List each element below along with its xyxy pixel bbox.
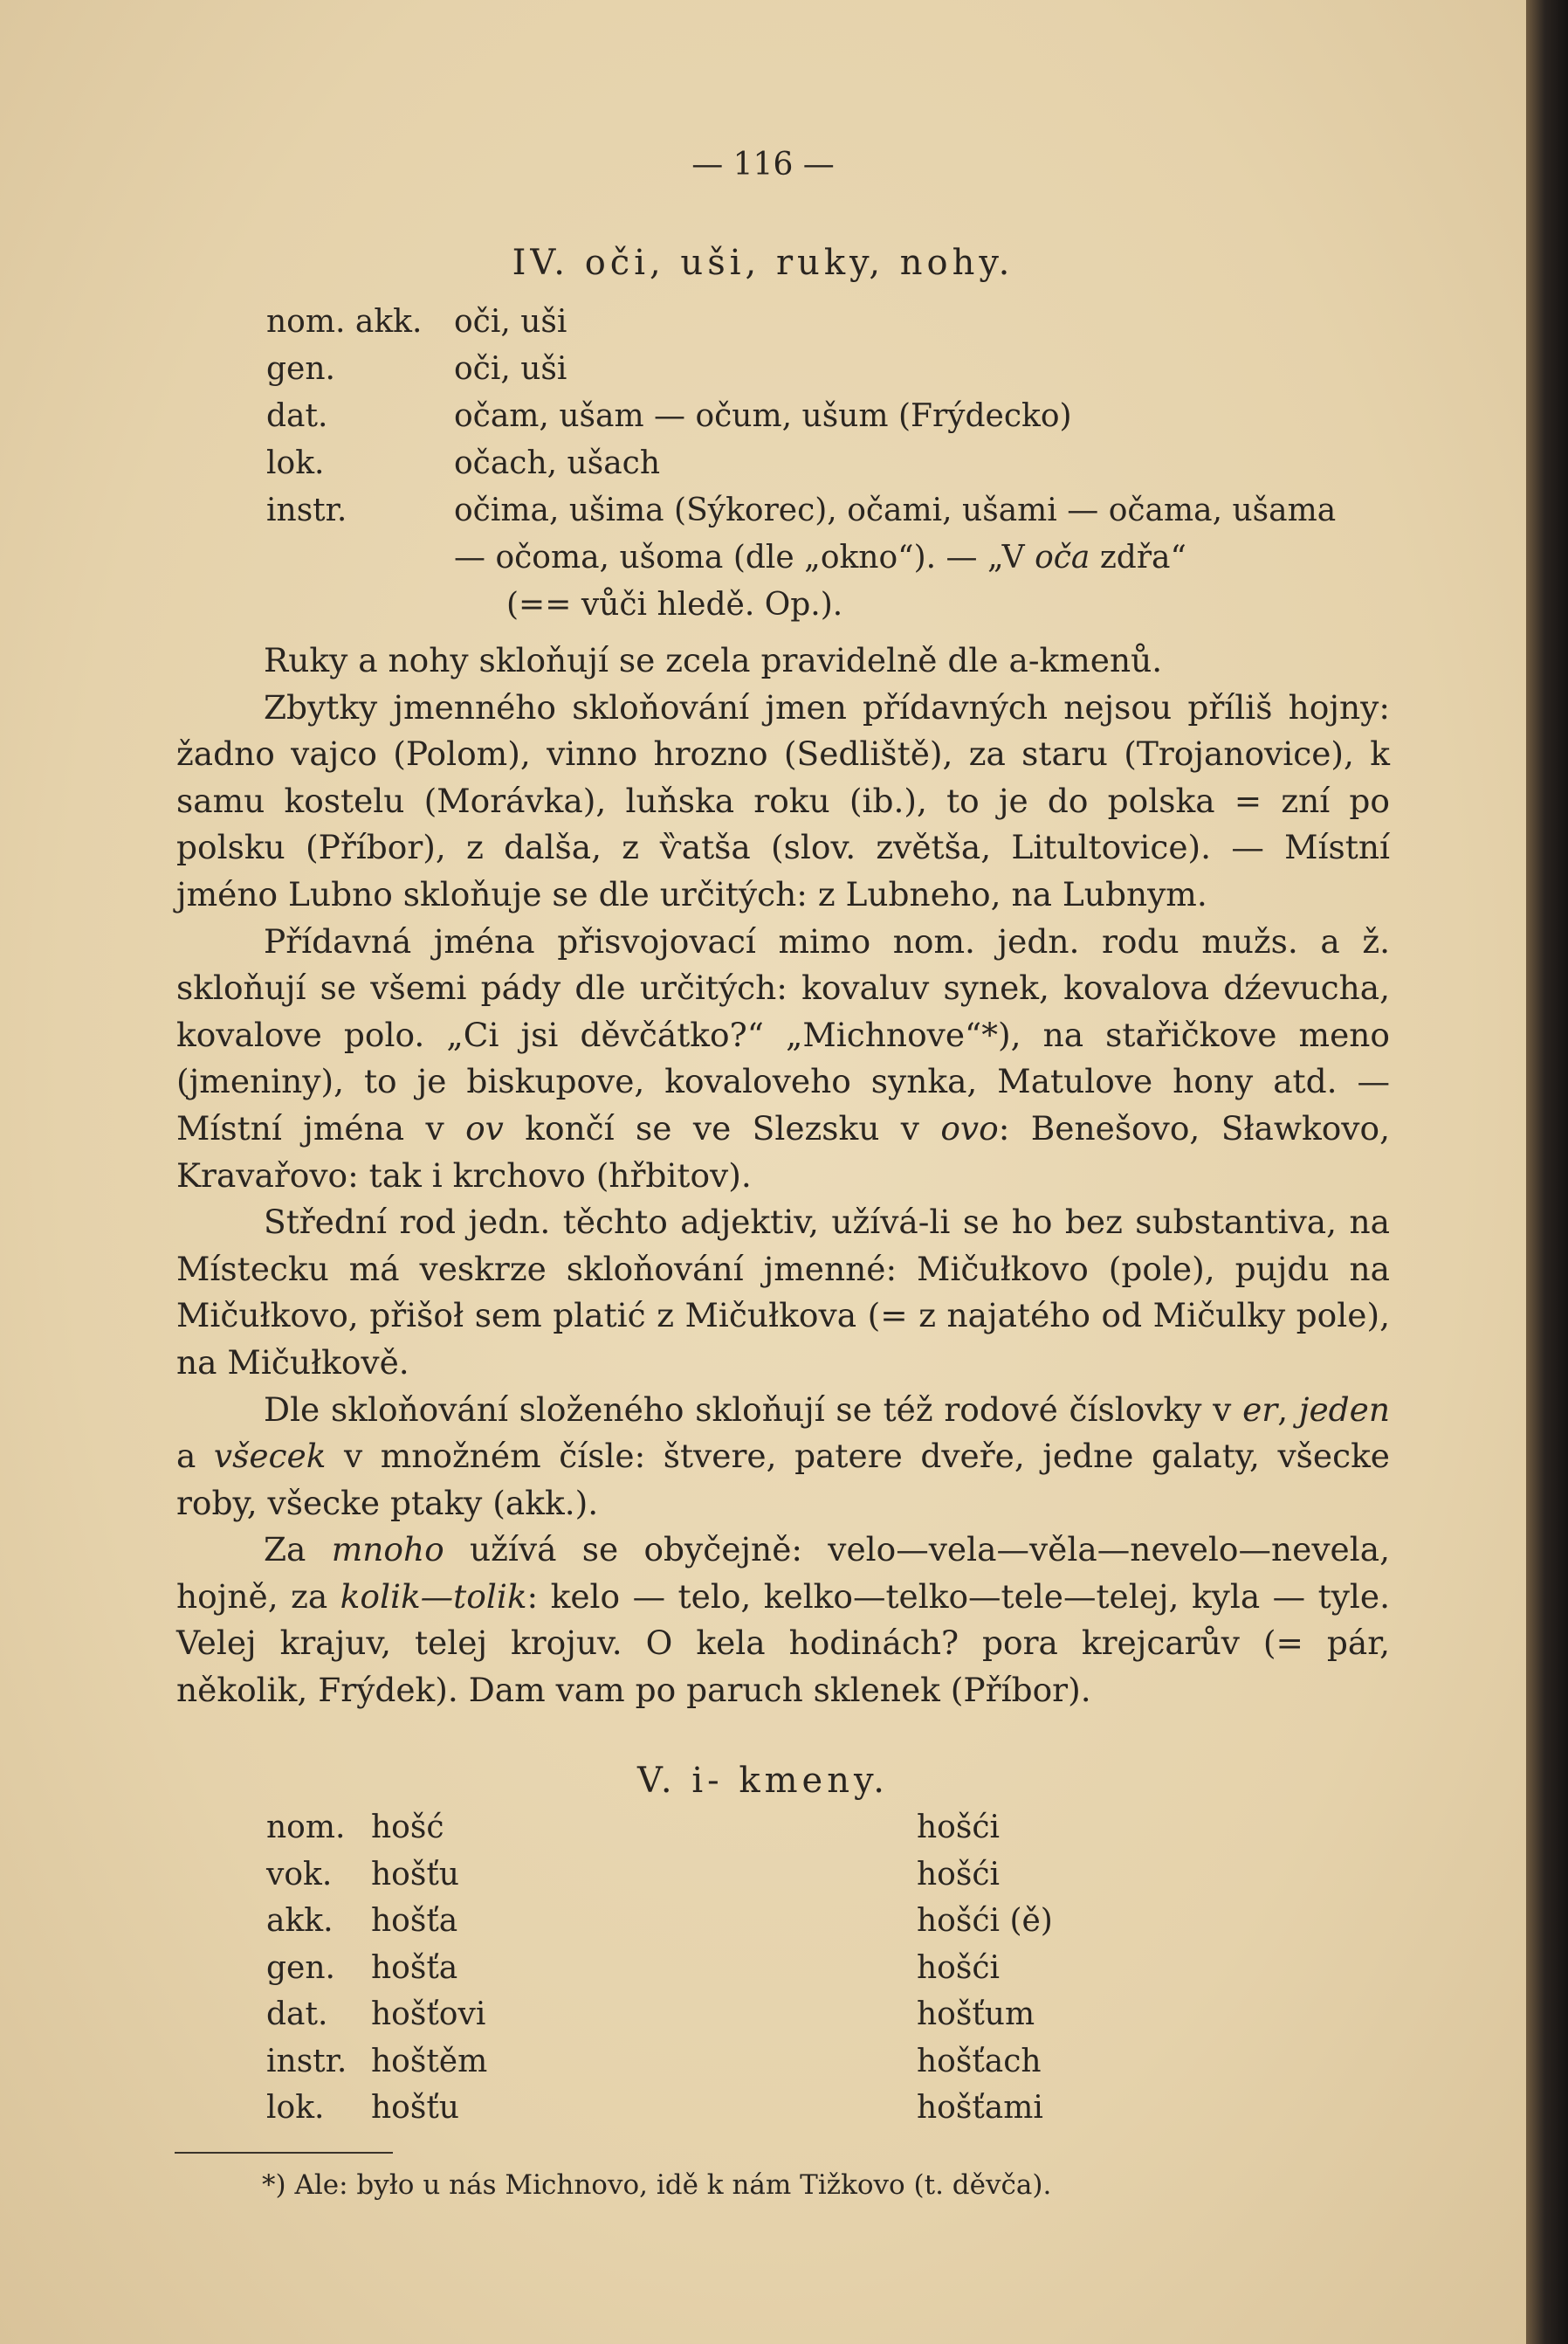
table-row: akk. hošťa hošći (ě) xyxy=(266,1903,1053,1939)
case-form: oči, uši xyxy=(454,351,567,387)
table-row: lok. hošťu hošťami xyxy=(266,2090,1043,2126)
table-row xyxy=(266,487,1336,534)
book-spine-edge xyxy=(1526,0,1568,2344)
paragraph: Ruky a nohy skloňují se zcela pravidelně dle a-kmenů. xyxy=(264,641,1163,679)
page-number: — 116 — xyxy=(691,147,835,183)
declension-table-iv xyxy=(266,299,1336,534)
body-text xyxy=(176,638,1390,1714)
table-row: nom. hošć hošći xyxy=(266,1810,1001,1845)
case-form: oči, uši xyxy=(454,304,567,340)
case-form: očach, ušach xyxy=(454,445,661,481)
table-row: gen. hošťa hošći xyxy=(266,1949,1001,1986)
case-form: očima, ušima (Sýkorec), očami, ušami — očama, ušama xyxy=(454,493,1337,528)
case-label: gen. xyxy=(266,351,335,387)
footnote: *) Ale: było u nás Michnovo, idě k nám Tižkovo (t. děvča). xyxy=(262,2169,1052,2201)
section-iv-heading: IV. oči, uši, ruky, nohy. xyxy=(512,243,1014,283)
paragraph: Za mnoho užívá se obyčejně: velo—vela—věla—nevelo—nevela, hojně, za kolik—tolik: kelo — telo, kelko—telko—tele—telej, kyla — tyle. Velej krajuv, telej krojuv. O kela hodinách? pora krejcarův (= pár, několik, Frýdek). Dam vam po paruch sklenek (Příbor). xyxy=(176,1530,1390,1710)
table-row: instr. hoštěm hošťach xyxy=(266,2043,1042,2079)
paragraph: Dle skloňování složeného skloňují se též rodové číslovky v er, jeden a všecek v množném čísle: štvere, patere dveře, jedne galaty, všecke roby, všecke ptaky (akk.). xyxy=(176,1389,1391,1522)
footnote-divider xyxy=(175,2152,393,2154)
case-form: očam, ušam — očum, ušum (Frýdecko) xyxy=(454,398,1072,434)
case-label: instr. xyxy=(266,493,347,528)
declension-table-v xyxy=(266,1804,1053,2132)
table-row xyxy=(266,393,1336,440)
table-row xyxy=(266,299,1336,346)
table-row: dat. hošťovi hošťum xyxy=(266,1996,1035,2032)
table-row: vok. hošťu hošći xyxy=(266,1856,1001,1892)
paragraph: Střední rod jedn. těchto adjektiv, užívá-li se ho bez substantiva, na Místecku má veskrze skloňování jmenné: Mičułkovo (pole), pujdu na Mičułkovo, přišoł sem platić z Mičułkova (= z najatého od Mičulky pole), na Mičułkově. xyxy=(176,1203,1390,1382)
italic-word: oča xyxy=(1035,540,1090,576)
case-label: nom. akk. xyxy=(266,304,423,340)
table-row xyxy=(266,440,1336,487)
case-label: dat. xyxy=(266,398,328,434)
instr-continuation-line-1: — očoma, ušoma (dle „okno“). — „V oča zdřa“ xyxy=(454,540,1186,576)
case-label: lok. xyxy=(266,445,325,481)
table-row xyxy=(266,346,1336,393)
paragraph: Zbytky jmenného skloňování jmen přídavných nejsou příliš hojny: žadno vajco (Polom), vinno hrozno (Sedliště), za staru (Trojanovice), k samu kostelu (Morávka), luňska roku (ib.), to je do polska = zní po polsku (Příbor), z dalša, z ѷatša (slov. zvětša, Litultovice). — Místní jméno Lubno skloňuje se dle určitých: z Lubneho, na Lubnym. xyxy=(176,687,1390,913)
paragraph: Přídavná jména přisvojovací mimo nom. jedn. rodu mužs. a ž. skloňují se všemi pády dle určitých: kovaluv synek, kovalova dźevucha, kovalove polo. „Ci jsi děvčátko?“ „Michnove“*), na stařičkove meno (jmeniny), to je biskupove, kovaloveho synka, Matulove hony atd. — Místní jména v ov končí se ve Slezsku v ovo: Benešovo, Sławkovo, Kravařovo: tak i krchovo (hřbitov). xyxy=(176,921,1390,1195)
instr-continuation-line-2: (== vůči hledě. Op.). xyxy=(506,587,843,623)
section-v-heading: V. i- kmeny. xyxy=(637,1761,889,1801)
